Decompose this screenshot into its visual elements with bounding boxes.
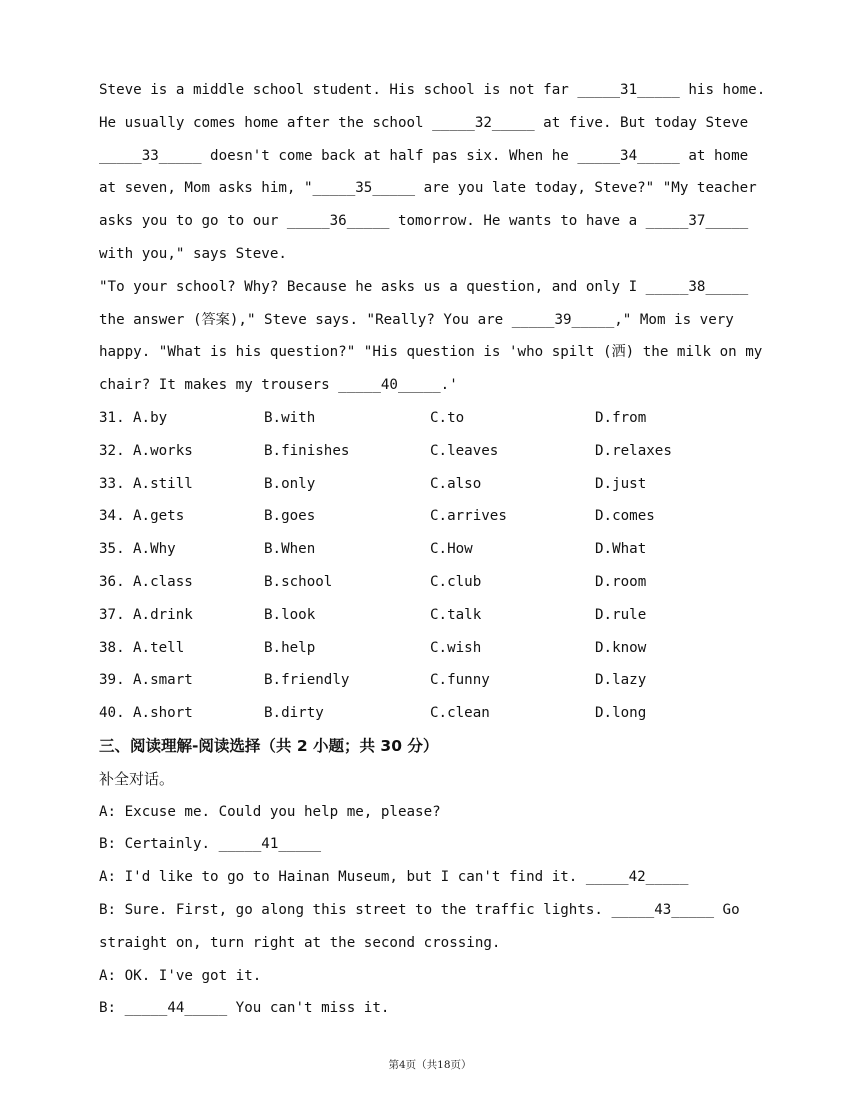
option-d: D.comes bbox=[595, 508, 655, 525]
option-d: D.relaxes bbox=[595, 442, 672, 459]
question-number: 37. bbox=[99, 606, 125, 623]
section-title: 三、阅读理解-阅读选择（共 2 小题；共 30 分） bbox=[99, 736, 439, 755]
option-c: C.also bbox=[430, 475, 482, 492]
question-number: 31. bbox=[99, 409, 125, 426]
option-d: D.lazy bbox=[595, 672, 647, 689]
passage-line: He usually comes home after the school _____32_____ at five. But today Steve bbox=[99, 114, 749, 131]
option-a: A.gets bbox=[133, 508, 185, 525]
option-c: C.club bbox=[430, 573, 482, 590]
answer-options bbox=[99, 402, 769, 730]
option-b: B.friendly bbox=[264, 672, 350, 689]
question-number: 33. bbox=[99, 475, 125, 492]
passage-line: _____33_____ doesn't come back at half pas six. When he _____34_____ at home bbox=[99, 147, 749, 164]
option-d: D.rule bbox=[595, 606, 647, 623]
dialog-line: B: Certainly. _____41_____ bbox=[99, 836, 322, 853]
option-row bbox=[99, 632, 769, 665]
option-a: A.class bbox=[133, 573, 193, 590]
option-a: A.tell bbox=[133, 639, 185, 656]
passage-line: the answer (答案)," Steve says. "Really? You are _____39_____," Mom is very bbox=[99, 311, 734, 328]
option-c: C.How bbox=[430, 541, 473, 558]
passage-line: chair? It makes my trousers _____40_____.' bbox=[99, 377, 458, 394]
option-b: B.school bbox=[264, 573, 333, 590]
option-row bbox=[99, 468, 769, 501]
option-a: A.still bbox=[133, 475, 193, 492]
dialog-line: straight on, turn right at the second crossing. bbox=[99, 934, 501, 951]
exam-page bbox=[99, 74, 769, 1025]
option-c: C.wish bbox=[430, 639, 482, 656]
page-footer: 第4页（共18页） bbox=[388, 1059, 472, 1071]
option-row bbox=[99, 566, 769, 599]
section-instruction: 补全对话。 bbox=[99, 769, 175, 788]
option-b: B.help bbox=[264, 639, 316, 656]
option-c: C.arrives bbox=[430, 508, 507, 525]
question-number: 38. bbox=[99, 639, 125, 656]
dialog-line: B: Sure. First, go along this street to the traffic lights. _____43_____ Go bbox=[99, 901, 740, 918]
option-b: B.finishes bbox=[264, 442, 350, 459]
cloze-passage bbox=[99, 74, 769, 402]
dialog-passage bbox=[99, 796, 769, 1026]
option-a: A.smart bbox=[133, 672, 193, 689]
option-d: D.What bbox=[595, 541, 647, 558]
option-c: C.leaves bbox=[430, 442, 499, 459]
option-c: C.talk bbox=[430, 606, 482, 623]
question-number: 34. bbox=[99, 508, 125, 525]
option-row bbox=[99, 697, 769, 730]
option-a: A.short bbox=[133, 705, 193, 722]
option-b: B.When bbox=[264, 541, 316, 558]
question-number: 36. bbox=[99, 573, 125, 590]
dialog-line: A: Excuse me. Could you help me, please? bbox=[99, 803, 441, 820]
question-number: 39. bbox=[99, 672, 125, 689]
dialog-line: A: I'd like to go to Hainan Museum, but I can't find it. _____42_____ bbox=[99, 869, 689, 886]
option-a: A.by bbox=[133, 409, 168, 426]
passage-line: asks you to go to our _____36_____ tomorrow. He wants to have a _____37_____ bbox=[99, 213, 749, 230]
option-b: B.look bbox=[264, 606, 316, 623]
option-b: B.with bbox=[264, 409, 316, 426]
option-d: D.room bbox=[595, 573, 647, 590]
question-number: 32. bbox=[99, 442, 125, 459]
option-d: D.know bbox=[595, 639, 647, 656]
passage-line: with you," says Steve. bbox=[99, 245, 287, 262]
option-d: D.long bbox=[595, 705, 647, 722]
option-b: B.only bbox=[264, 475, 316, 492]
option-row bbox=[99, 402, 769, 435]
option-d: D.from bbox=[595, 409, 647, 426]
dialog-line: B: _____44_____ You can't miss it. bbox=[99, 1000, 390, 1017]
option-a: A.works bbox=[133, 442, 193, 459]
option-a: A.Why bbox=[133, 541, 176, 558]
option-row bbox=[99, 500, 769, 533]
passage-line: Steve is a middle school student. His school is not far _____31_____ his home. bbox=[99, 82, 766, 98]
option-a: A.drink bbox=[133, 606, 193, 623]
option-d: D.just bbox=[595, 475, 647, 492]
option-row bbox=[99, 599, 769, 632]
option-c: C.clean bbox=[430, 705, 490, 722]
passage-line: happy. "What is his question?" "His question is 'who spilt (洒) the milk on my bbox=[99, 344, 763, 361]
option-b: B.dirty bbox=[264, 705, 324, 722]
option-c: C.funny bbox=[430, 672, 490, 689]
option-row bbox=[99, 533, 769, 566]
passage-line: at seven, Mom asks him, "_____35_____ are you late today, Steve?" "My teacher bbox=[99, 180, 757, 197]
option-b: B.goes bbox=[264, 508, 316, 525]
question-number: 40. bbox=[99, 705, 125, 722]
option-c: C.to bbox=[430, 409, 465, 426]
passage-line: "To your school? Why? Because he asks us a question, and only I _____38_____ bbox=[99, 278, 749, 295]
dialog-line: A: OK. I've got it. bbox=[99, 967, 262, 984]
option-row bbox=[99, 664, 769, 697]
question-number: 35. bbox=[99, 541, 125, 558]
option-row bbox=[99, 435, 769, 468]
